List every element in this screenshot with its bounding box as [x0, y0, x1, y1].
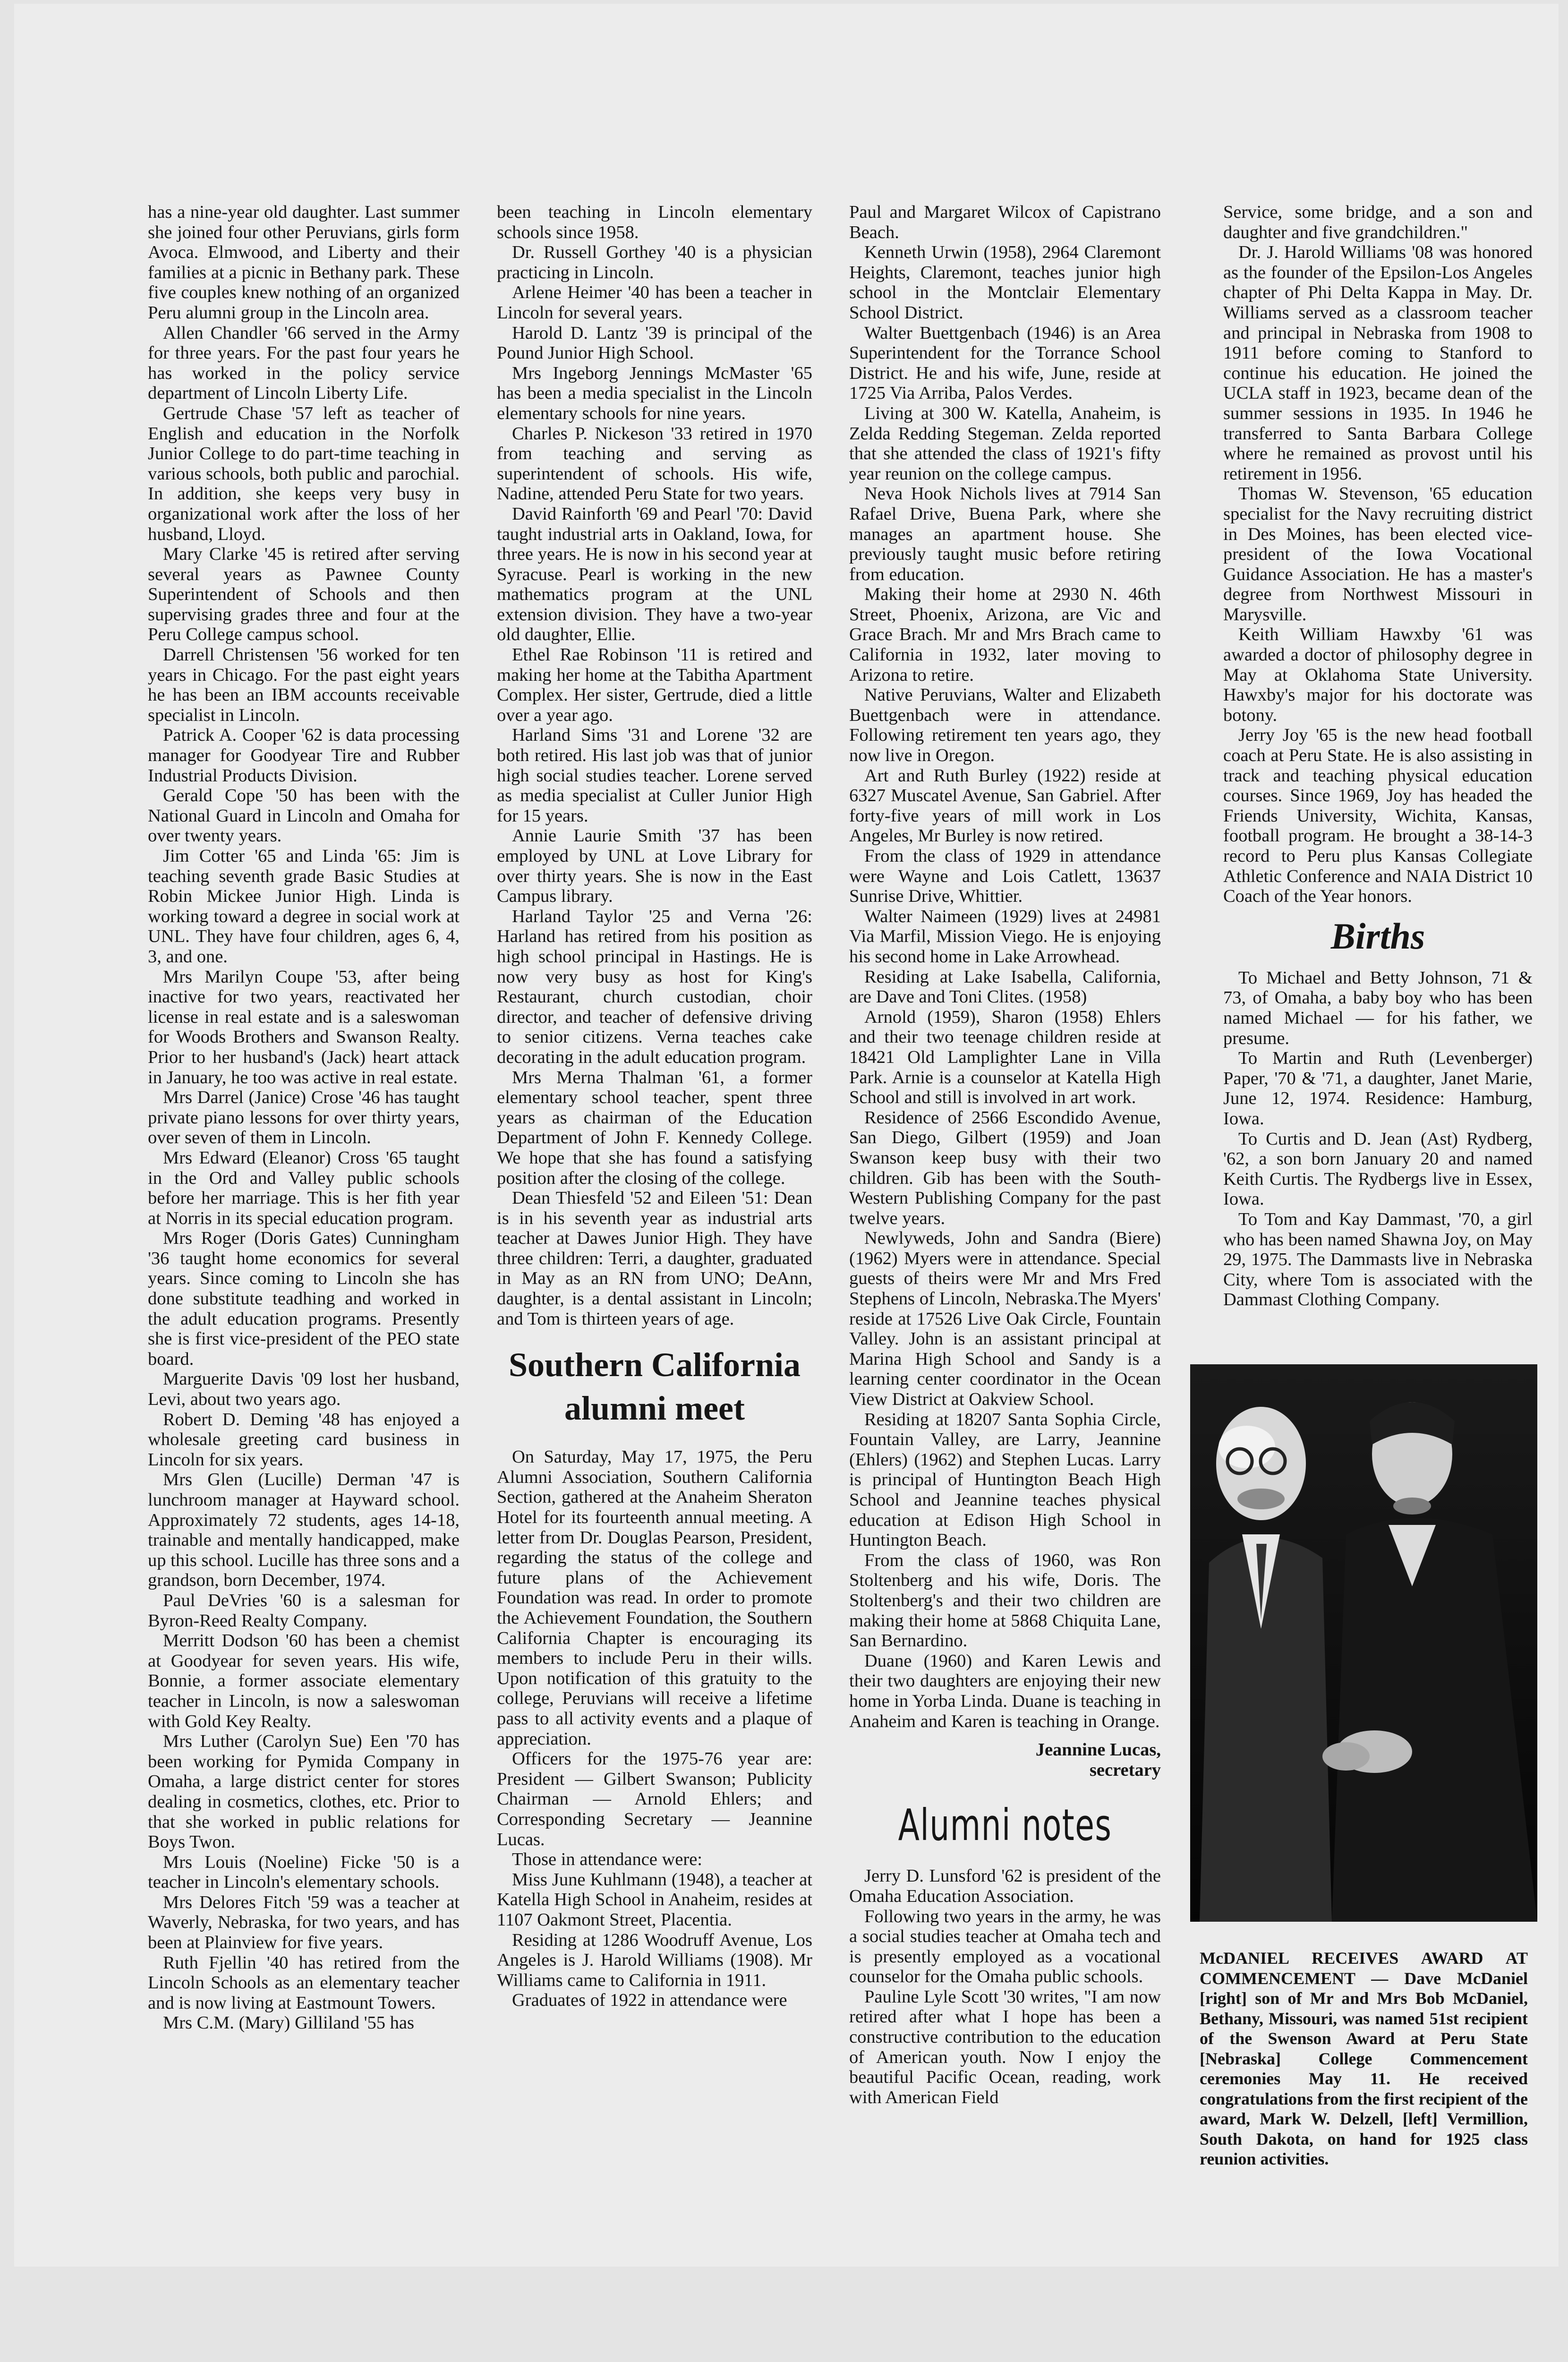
paragraph: Paul DeVries '60 is a salesman for Byron-Reed Realty Company. — [148, 1590, 460, 1631]
paragraph: Mrs Glen (Lucille) Derman '47 is lunchroom manager at Hayward school. Approximately 72 students, ages 14-18, trainable and mentally handicapped, make up this school. Lucille has three sons and a grandson, born December, 1974. — [148, 1470, 460, 1591]
paragraph: Ruth Fjellin '40 has retired from the Lincoln Schools as an elementary teacher and is now living at Eastmount Towers. — [148, 1952, 460, 2013]
paragraph: Making their home at 2930 N. 46th Street, Phoenix, Arizona, are Vic and Grace Brach. Mr and Mrs Brach came to California in 1932, later moving to Arizona to retire. — [849, 584, 1161, 685]
paragraph: Residence of 2566 Escondido Avenue, San Diego, Gilbert (1959) and Joan Swanson keep busy with their two children. Gib has been with the South-Western Publishing Company for the past twelve years. — [849, 1107, 1161, 1228]
paragraph: Mrs Roger (Doris Gates) Cunningham '36 taught home economics for several years. Since coming to Lincoln she has done substitute teadhing and worked in the adult education programs. Presently she is first vice-president of the PEO state board. — [148, 1228, 460, 1369]
paragraph: Harold D. Lantz '39 is principal of the Pound Junior High School. — [497, 323, 812, 363]
paragraph: Keith William Hawxby '61 was awarded a doctor of philosophy degree in May at Oklahoma State University. Hawxby's major for his doctorate was botony. — [1223, 625, 1533, 725]
paragraph: Newlyweds, John and Sandra (Biere) (1962) Myers were in attendance. Special guests of theirs were Mr and Mrs Fred Stephens of Lincoln, Nebraska.The Myers' reside at 17526 Live Oak Circle, Fountain Valley. John is an assistant principal at Marina High School and Sandy is a learning center coordinator in the Ocean View District at Oakview School. — [849, 1228, 1161, 1410]
paragraph: Mrs Louis (Noeline) Ficke '50 is a teacher in Lincoln's elementary schools. — [148, 1852, 460, 1892]
paragraph: Darrell Christensen '56 worked for ten years in Chicago. For the past eight years he has been an IBM accounts receivable specialist in Lincoln. — [148, 645, 460, 725]
paragraph: Thomas W. Stevenson, '65 education specialist for the Navy recruiting district in Des Moines, has been elected vice-president of the Iowa Vocational Guidance Association. He has a master's degree from Northwest Missouri in Marysville. — [1223, 484, 1533, 625]
paragraph: Merritt Dodson '60 has been a chemist at Goodyear for seven years. His wife, Bonnie, a former associate elementary teacher in Lincoln, is now a saleswoman with Gold Key Realty. — [148, 1631, 460, 1731]
paragraph: To Martin and Ruth (Levenberger) Paper, '70 & '71, a daughter, Janet Marie, June 12, 1974. Residence: Hamburg, Iowa. — [1223, 1048, 1533, 1129]
paragraph: From the class of 1929 in attendance were Wayne and Lois Catlett, 13637 Sunrise Drive, Whittier. — [849, 846, 1161, 907]
paragraph: Harland Sims '31 and Lorene '32 are both retired. His last job was that of junior high social studies teacher. Lorene served as media specialist at Culler Junior High for 15 years. — [497, 725, 812, 826]
paragraph: From the class of 1960, was Ron Stoltenberg and his wife, Doris. The Stoltenberg's and their two children are making their home at 5868 Chiquita Lane, San Bernardino. — [849, 1550, 1161, 1651]
paragraph: Miss June Kuhlmann (1948), a teacher at Katella High School in Anaheim, resides at 1107 Oakmont Street, Placentia. — [497, 1869, 812, 1930]
paragraph: Arnold (1959), Sharon (1958) Ehlers and their two teenage children reside at 18421 Old Lamplighter Lane in Villa Park. Arnie is a counselor at Katella High School and still is involved in art work. — [849, 1007, 1161, 1108]
socal-headline-line1: Southern California — [508, 1346, 801, 1384]
signature-block — [849, 1740, 1161, 1780]
paragraph: Native Peruvians, Walter and Elizabeth Buettgenbach were in attendance. Following retirement ten years ago, they now live in Oregon. — [849, 685, 1161, 766]
photo-illustration — [1190, 1364, 1537, 1922]
paragraph: Pauline Lyle Scott '30 writes, "I am now retired after what I hope has been a constructive contribution to the education of American youth. Now I enjoy the beautiful Pacific Ocean, reading, work with American Field — [849, 1986, 1161, 2107]
paragraph: Ethel Rae Robinson '11 is retired and making her home at the Tabitha Apartment Complex. Her sister, Gertrude, died a little over a year ago. — [497, 645, 812, 725]
paragraph: Following two years in the army, he was a social studies teacher at Omaha tech and is presently employed as a vocational counselor for the Omaha public schools. — [849, 1906, 1161, 1987]
socal-headline — [497, 1343, 812, 1430]
paragraph: Duane (1960) and Karen Lewis and their two daughters are enjoying their new home in Yorba Linda. Duane is teaching in Anaheim and Karen is teaching in Orange. — [849, 1651, 1161, 1731]
paragraph: Charles P. Nickeson '33 retired in 1970 from teaching and serving as superintendent of schools. His wife, Nadine, attended Peru State for two years. — [497, 423, 812, 504]
paragraph: Dr. J. Harold Williams '08 was honored as the founder of the Epsilon-Los Angeles chapter of Phi Delta Kappa in May. Dr. Williams served as a classroom teacher and principal in Nebraska from 1908 to 1911 before coming to Stanford to continue his education. He joined the UCLA staff in 1923, became dean of the summer sessions in 1935. In 1946 he transferred to Santa Barbara College where he remained as provost until his retirement in 1956. — [1223, 242, 1533, 484]
paragraph: Mrs Delores Fitch '59 was a teacher at Waverly, Nebraska, for two years, and has been at Plainview for five years. — [148, 1892, 460, 1953]
paragraph: Mrs Marilyn Coupe '53, after being inactive for two years, reactivated her license in real estate and is a saleswoman for Woods Brothers and Swanson Realty. Prior to her husband's (Jack) heart attack in January, he too was active in real estate. — [148, 967, 460, 1087]
paragraph: Mary Clarke '45 is retired after serving several years as Pawnee County Superintendent of Schools and then supervising grades three and four at the Peru College campus school. — [148, 544, 460, 645]
paragraph: Art and Ruth Burley (1922) reside at 6327 Muscatel Avenue, San Gabriel. After forty-five years of mill work in Los Angeles, Mr Burley is now retired. — [849, 765, 1161, 846]
paragraph: Residing at Lake Isabella, California, are Dave and Toni Clites. (1958) — [849, 967, 1161, 1007]
paragraph: David Rainforth '69 and Pearl '70: David taught industrial arts in Oakland, Iowa, for three years. He is now in his second year at Syracuse. Pearl is working in the new mathematics program at the UNL extension division. They have a two-year old daughter, Ellie. — [497, 504, 812, 645]
paragraph: To Tom and Kay Dammast, '70, a girl who has been named Shawna Joy, on May 29, 1975. The Dammasts live in Nebraska City, where Tom is associated with the Dammast Clothing Company. — [1223, 1209, 1533, 1310]
paragraph: Residing at 18207 Santa Sophia Circle, Fountain Valley, are Larry, Jeannine (Ehlers) (1962) and Stephen Lucas. Larry is principal of Huntington Beach High School and Jeannine teaches physical education at Edison High School in Huntington Beach. — [849, 1409, 1161, 1550]
births-headline: Births — [1330, 915, 1425, 957]
paragraph: Walter Buettgenbach (1946) is an Area Superintendent for the Torrance School District. He and his wife, June, reside at 1725 Via Arriba, Palos Verdes. — [849, 323, 1161, 403]
paragraph: Dean Thiesfeld '52 and Eileen '51: Dean is in his seventh year as industrial arts teacher at Dawes Junior High. They have three children: Terri, a daughter, graduated in May as an RN from UNO; DeAnn, daughter, is a dental assistant in Lincoln; and Tom is thirteen years of age. — [497, 1188, 812, 1329]
paragraph: Neva Hook Nichols lives at 7914 San Rafael Drive, Buena Park, where she manages an apartment house. She previously taught music before retiring from education. — [849, 484, 1161, 584]
paragraph: Annie Laurie Smith '37 has been employed by UNL at Love Library for over thirty years. She is now in the East Campus library. — [497, 826, 812, 907]
paragraph: Gerald Cope '50 has been with the National Guard in Lincoln and Omaha for over twenty years. — [148, 786, 460, 846]
column-3 — [849, 202, 1161, 2107]
paragraph: Harland Taylor '25 and Verna '26: Harland has retired from his position as high school principal in Hastings. He is now very busy as host for King's Restaurant, church custodian, choir director, and teacher of defensive driving to senior citizens. Verna teaches cake decorating in the adult education program. — [497, 906, 812, 1067]
paragraph: Officers for the 1975-76 year are: President — Gilbert Swanson; Publicity Chairman — Arnold Ehlers; and Corresponding Secretary — Jeannine Lucas. — [497, 1749, 812, 1849]
paragraph: Those in attendance were: — [512, 1849, 702, 1870]
paragraph: Graduates of 1922 in attendance were — [512, 1990, 787, 2011]
paragraph: Jim Cotter '65 and Linda '65: Jim is teaching seventh grade Basic Studies at Robin Mickee Junior High. Linda is working toward a degree in social work at UNL. They have four children, ages 6, 4, 3, and one. — [148, 846, 460, 967]
newspaper-page — [14, 4, 1559, 2267]
paragraph: Marguerite Davis '09 lost her husband, Levi, about two years ago. — [148, 1369, 460, 1410]
paragraph: Patrick A. Cooper '62 is data processing manager for Goodyear Tire and Rubber Industrial Products Division. — [148, 725, 460, 786]
paragraph: has a nine-year old daughter. Last summer she joined four other Peruvians, girls form Avoca. Elmwood, and Liberty and their families at a picnic in Bethany park. These five couples knew nothing of an organized Peru alumni group in the Lincoln area. — [148, 202, 460, 323]
paragraph: Mrs Merna Thalman '61, a former elementary school teacher, spent three years as chairman of the Education Department of John F. Kennedy College. We hope that she has found a satisfying position after the closing of the college. — [497, 1067, 812, 1188]
paragraph: Mrs Luther (Carolyn Sue) Een '70 has been working for Pymida Company in Omaha, a large district center for stores dealing in cosmetics, clothes, etc. Prior to that she worked in public relations for Boys Twon. — [148, 1731, 460, 1852]
paragraph: To Curtis and D. Jean (Ast) Rydberg, '62, a son born January 20 and named Keith Curtis. The Rydbergs live in Essex, Iowa. — [1223, 1129, 1533, 1209]
paragraph: Residing at 1286 Woodruff Avenue, Los Angeles is J. Harold Williams (1908). Mr Williams came to California in 1911. — [497, 1930, 812, 1990]
paragraph: To Michael and Betty Johnson, 71 & 73, of Omaha, a baby boy who has been named Michael — for his father, we presume. — [1223, 967, 1533, 1048]
paragraph: Mrs Darrel (Janice) Crose '46 has taught private piano lessons for over thirty years, over seven of them in Lincoln. — [148, 1087, 460, 1148]
paragraph: Gertrude Chase '57 left as teacher of English and education in the Norfolk Junior College to do part-time teaching in various schools, both public and parochial. In addition, she keeps very busy in organizational work after the loss of her husband, Lloyd. — [148, 403, 460, 544]
paragraph: On Saturday, May 17, 1975, the Peru Alumni Association, Southern California Section, gathered at the Anaheim Sheraton Hotel for its fourteenth annual meeting. A letter from Dr. Douglas Pearson, President, regarding the status of the college and future plans of the Achievement Foundation was read. In order to promote the Achievement Foundation, the Southern California Chapter is encouraging its members to include Peru in their wills. Upon notification of this gratuity to the college, Peruvians will receive a lifetime pass to all activity events and a plaque of appreciation. — [497, 1447, 812, 1749]
socal-headline-line2: alumni meet — [564, 1389, 745, 1428]
paragraph: Service, some bridge, and a son and daughter and five grandchildren." — [1223, 202, 1533, 242]
paragraph: Mrs Edward (Eleanor) Cross '65 taught in the Ord and Valley public schools before her marriage. This is her fith year at Norris in its special education program. — [148, 1147, 460, 1228]
signature-name: Jeannine Lucas, — [1035, 1740, 1161, 1760]
paragraph: Mrs C.M. (Mary) Gilliland '55 has — [163, 2013, 414, 2033]
paragraph: Paul and Margaret Wilcox of Capistrano Beach. — [849, 202, 1161, 242]
paragraph: Mrs Ingeborg Jennings McMaster '65 has been a media specialist in the Lincoln elementary schools for nine years. — [497, 363, 812, 423]
paragraph: been teaching in Lincoln elementary schools since 1958. — [497, 202, 812, 242]
paragraph: Jerry Joy '65 is the new head football coach at Peru State. He is also assisting in track and teaching physical education courses. Since 1969, Joy has headed the Friends University, Wichita, Kansas, football program. He brought a 38-14-3 record to Peru plus Kansas Collegiate Athletic Conference and NAIA District 10 Coach of the Year honors. — [1223, 725, 1533, 907]
paragraph: Arlene Heimer '40 has been a teacher in Lincoln for several years. — [497, 282, 812, 323]
paragraph: Kenneth Urwin (1958), 2964 Claremont Heights, Claremont, teaches junior high school in the Montclair Elementary School District. — [849, 242, 1161, 323]
alumni-notes-headline: Alumni notes — [898, 1800, 1112, 1851]
column-2 — [497, 202, 812, 2011]
paragraph: Walter Naimeen (1929) lives at 24981 Via Marfil, Mission Viego. He is enjoying his second home in Lake Arrowhead. — [849, 906, 1161, 967]
column-1 — [148, 202, 460, 2033]
signature-title: secretary — [1089, 1760, 1161, 1780]
photo-caption: McDANIEL RECEIVES AWARD AT COMMENCEMENT — Dave McDaniel [right] son of Mr and Mrs Bob McDaniel, Bethany, Missouri, was named 51st recipient of the Swenson Award at Peru State [Nebraska] College Commencement ceremonies May 11. He received congratulations from the first recipient of the award, Mark W. Delzell, [left] Vermillion, South Dakota, on hand for 1925 class reunion activities. — [1200, 1949, 1528, 2168]
paragraph: Robert D. Deming '48 has enjoyed a wholesale greeting card business in Lincoln for six years. — [148, 1409, 460, 1470]
commencement-photo — [1190, 1364, 1537, 1922]
paragraph: Dr. Russell Gorthey '40 is a physician practicing in Lincoln. — [497, 242, 812, 282]
paragraph: Living at 300 W. Katella, Anaheim, is Zelda Redding Stegeman. Zelda reported that she attended the class of 1921's fifty year reunion on the college campus. — [849, 403, 1161, 484]
column-4 — [1223, 202, 1533, 1310]
paragraph: Allen Chandler '66 served in the Army for three years. For the past four years he has worked in the policy service department of Lincoln Liberty Life. — [148, 323, 460, 403]
paragraph: Jerry D. Lunsford '62 is president of the Omaha Education Association. — [849, 1866, 1161, 1906]
